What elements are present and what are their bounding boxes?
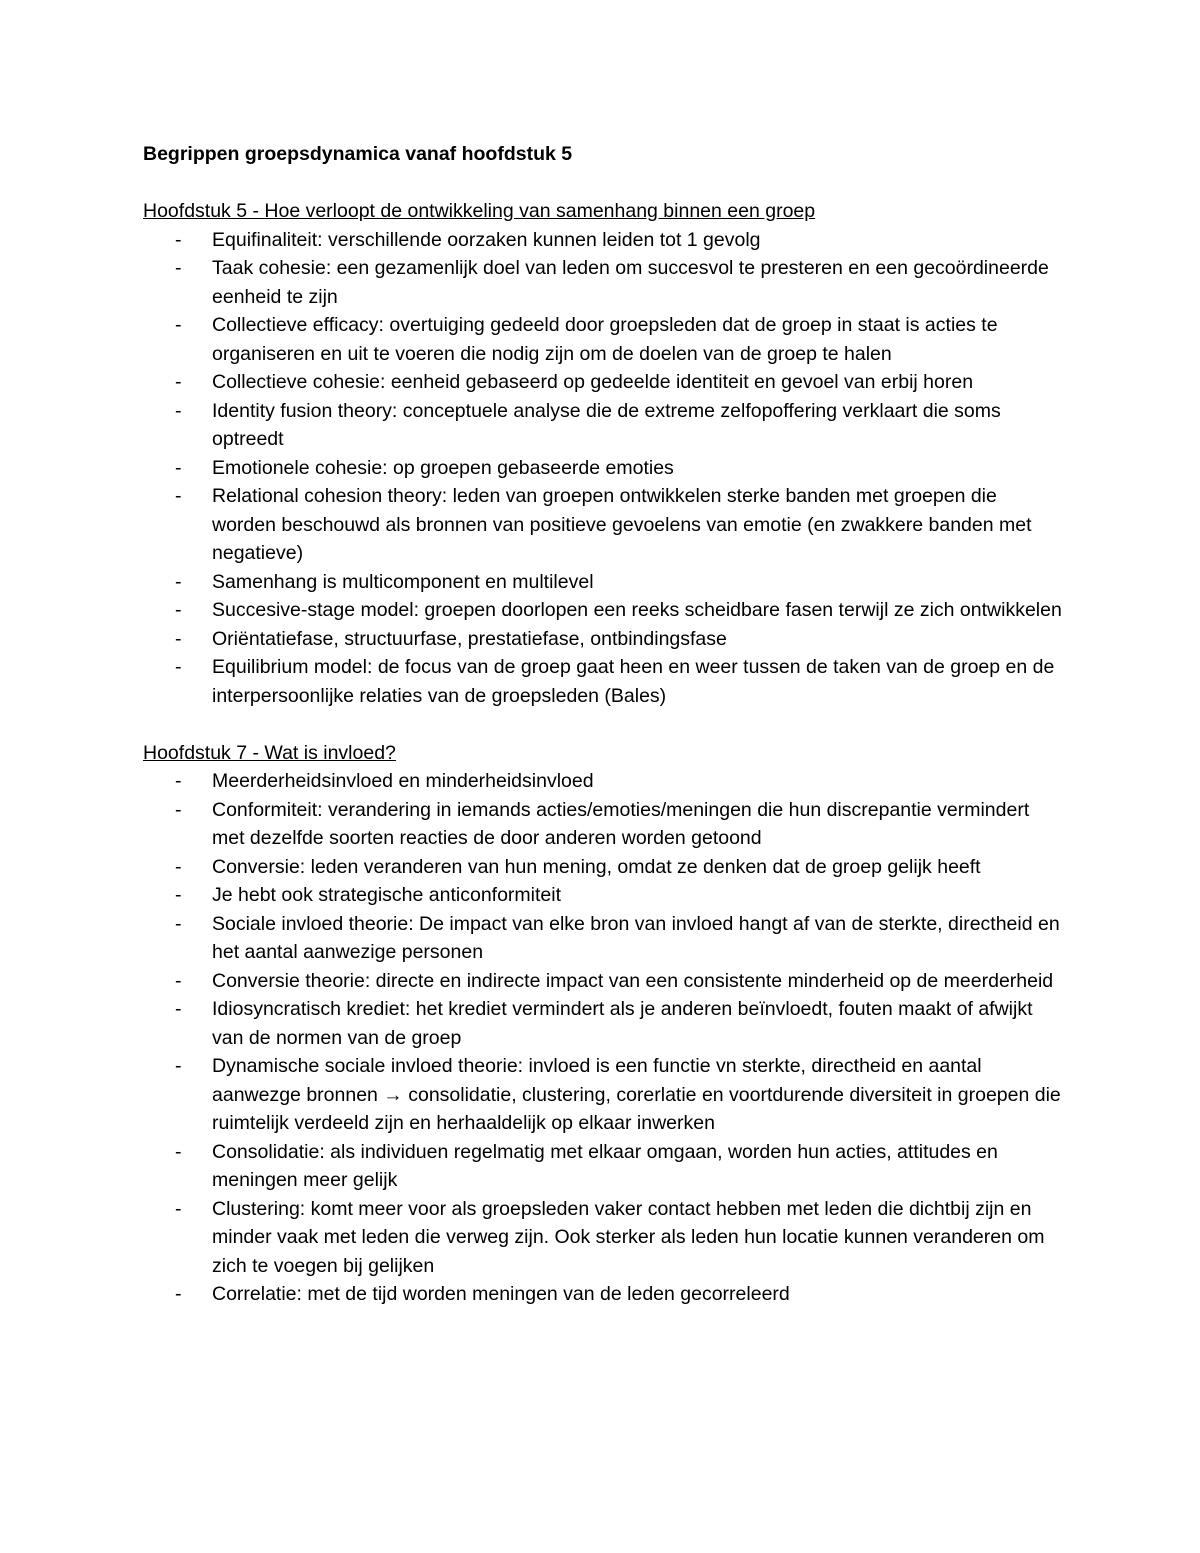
bullet-marker: -: [175, 599, 182, 621]
bullet-marker: -: [175, 1283, 182, 1305]
bullet-list: [143, 226, 1063, 711]
list-item: [143, 995, 1063, 1052]
bullet-marker: -: [175, 485, 182, 507]
list-item-text: Samenhang is multicomponent en multilevel: [212, 570, 594, 593]
list-item: [143, 881, 1063, 910]
list-item: [143, 397, 1063, 454]
section-heading: Hoofdstuk 7 - Wat is invloed?: [143, 741, 396, 764]
list-item: [143, 1052, 1063, 1138]
bullet-marker: -: [175, 1055, 182, 1077]
list-item-text: Taak cohesie: een gezamenlijk doel van leden om succesvol te presteren en een gecoördineerde eenheid te zijn: [212, 257, 1049, 308]
bullet-marker: -: [175, 314, 182, 336]
list-item: [143, 853, 1063, 882]
list-item-text: Je hebt ook strategische anticonformiteit: [212, 884, 562, 906]
list-item-text: Conformiteit: verandering in iemands acties/emoties/meningen die hun discrepantie vermindert met dezelfde soorten reacties de door anderen worden getoond: [212, 798, 1030, 849]
list-item-text: Oriëntatiefase, structuurfase, prestatiefase, ontbindingsfase: [212, 627, 727, 650]
list-item-text: Relational cohesion theory: leden van groepen ontwikkelen sterke banden met groepen die worden beschouwd als bronnen van positieve gevoelens van emotie (en zwakkere banden met negatieve): [212, 485, 1032, 564]
list-item: [143, 967, 1063, 996]
list-item: [143, 1138, 1063, 1195]
bullet-marker: -: [175, 884, 182, 906]
list-item: [143, 226, 1063, 255]
bullet-marker: -: [175, 855, 182, 878]
bullet-marker: -: [175, 399, 182, 422]
list-item: [143, 368, 1063, 397]
list-item: [143, 653, 1063, 710]
bullet-marker: -: [175, 770, 182, 792]
section-hoofdstuk-7: [143, 739, 1063, 1309]
bullet-marker: -: [175, 1140, 182, 1163]
list-item-text: Clustering: komt meer voor als groepsleden vaker contact hebben met leden die dichtbij zijn en minder vaak met leden die verweg zijn. Ook sterker als leden hun locatie kunnen veranderen om zich te voegen bij gelijken: [212, 1197, 1045, 1277]
list-item: [143, 1195, 1063, 1281]
list-item-text: Meerderheidsinvloed en minderheidsinvloed: [212, 770, 594, 792]
bullet-marker: -: [175, 656, 182, 678]
section-hoofdstuk-5: [143, 197, 1063, 710]
list-item-text: Collectieve cohesie: eenheid gebaseerd op gedeelde identiteit en gevoel van erbij horen: [212, 371, 974, 393]
list-item-text: Succesive-stage model: groepen doorlopen een reeks scheidbare fasen terwijl ze zich ontwikkelen: [212, 599, 1062, 621]
bullet-marker: -: [175, 228, 182, 251]
bullet-marker: -: [175, 627, 182, 650]
list-item: [143, 568, 1063, 597]
list-item-text: Idiosyncratisch krediet: het krediet vermindert als je anderen beïnvloedt, fouten maakt of afwijkt van de normen van de groep: [212, 998, 1033, 1049]
list-item-text: Dynamische sociale invloed theorie: invloed is een functie vn sterkte, directheid en aantal aanwezge bronnen → consolidatie, clustering, corerlatie en voortdurende diversiteit in groepen die ruimtelijk verdeeld zijn en herhaaldelijk op elkaar inwerken: [212, 1055, 1061, 1134]
list-item-text: Collectieve efficacy: overtuiging gedeeld door groepsleden dat de groep in staat is acties te organiseren en uit te voeren die nodig zijn om de doelen van de groep te halen: [212, 314, 998, 365]
bullet-marker: -: [175, 969, 182, 992]
bullet-marker: -: [175, 1197, 182, 1220]
list-item-text: Emotionele cohesie: op groepen gebaseerde emoties: [212, 456, 674, 479]
list-item-text: Consolidatie: als individuen regelmatig met elkaar omgaan, worden hun acties, attitudes en meningen meer gelijk: [212, 1140, 998, 1191]
bullet-marker: -: [175, 456, 182, 479]
list-item-text: Sociale invloed theorie: De impact van elke bron van invloed hangt af van de sterkte, directheid en het aantal aanwezige personen: [212, 912, 1060, 963]
list-item: [143, 1280, 1063, 1309]
list-item: [143, 311, 1063, 368]
list-item: [143, 254, 1063, 311]
bullet-marker: -: [175, 570, 182, 593]
list-item-text: Identity fusion theory: conceptuele analyse die de extreme zelfopoffering verklaart die soms optreedt: [212, 399, 1001, 450]
bullet-marker: -: [175, 912, 182, 935]
list-item: [143, 767, 1063, 796]
list-item: [143, 454, 1063, 483]
bullet-marker: -: [175, 371, 182, 393]
list-item: [143, 796, 1063, 853]
list-item: [143, 482, 1063, 568]
bullet-list: [143, 767, 1063, 1309]
bullet-marker: -: [175, 257, 182, 279]
list-item-text: Equifinaliteit: verschillende oorzaken kunnen leiden tot 1 gevolg: [212, 228, 761, 251]
bullet-marker: -: [175, 998, 182, 1020]
document-page: [143, 140, 1063, 1309]
document-title: Begrippen groepsdynamica vanaf hoofdstuk 5: [143, 143, 573, 165]
list-item-text: Conversie theorie: directe en indirecte impact van een consistente minderheid op de meerderheid: [212, 969, 1054, 992]
section-divider-space: [143, 710, 1063, 739]
bullet-marker: -: [175, 798, 182, 821]
list-item-text: Equilibrium model: de focus van de groep gaat heen en weer tussen de taken van de groep en de interpersoonlijke relaties van de groepsleden (Bales): [212, 656, 1055, 707]
list-item: [143, 596, 1063, 625]
list-item-text: Correlatie: met de tijd worden meningen van de leden gecorreleerd: [212, 1283, 790, 1305]
list-item-text: Conversie: leden veranderen van hun mening, omdat ze denken dat de groep gelijk heeft: [212, 855, 981, 878]
section-heading: Hoofdstuk 5 - Hoe verloopt de ontwikkeling van samenhang binnen een groep: [143, 200, 816, 222]
list-item: [143, 625, 1063, 654]
list-item: [143, 910, 1063, 967]
